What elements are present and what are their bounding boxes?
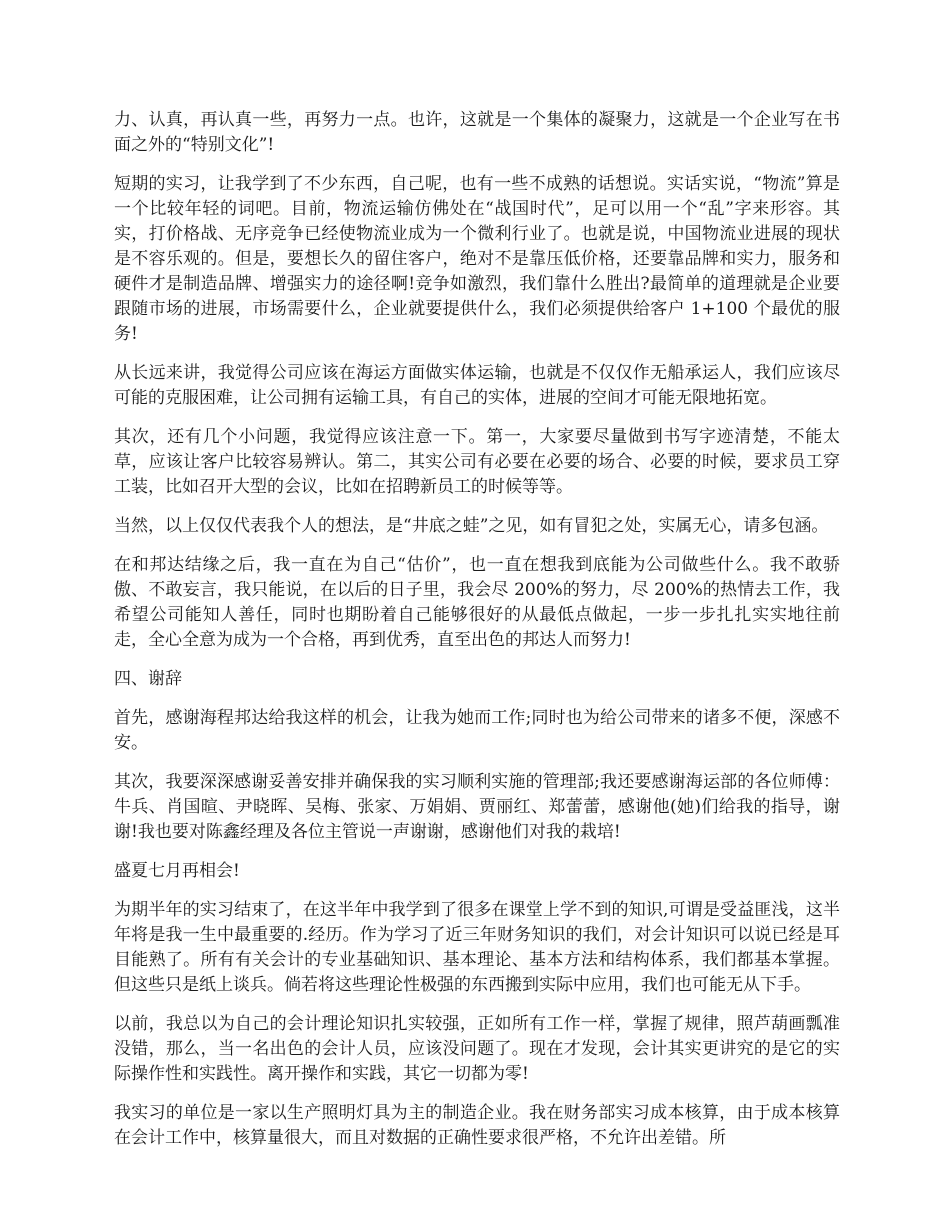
paragraph-3: 从长远来讲，我觉得公司应该在海运方面做实体运输，也就是不仅仅作无船承运人，我们应该尽可能的克服困难，让公司拥有运输工具，有自己的实体，进展的空间才可能无限地拓宽。 — [114, 363, 840, 408]
paragraph-9: 为期半年的实习结束了，在这半年中我学到了很多在课堂上学不到的知识,可谓是受益匪浅，这半年将是我一生中最重要的.经历。作为学习了近三年财务知识的我们，对会计知识可以说已经是耳目能熟了。所有有关会计的专业基础知识、基本理论、基本方法和结构体系，我们都基本掌握。但这些只是纸上谈兵。倘若将这些理论性极强的东西搬到实际中应用，我们也可能无从下手。 — [114, 900, 840, 995]
closing-line: 盛夏七月再相会! — [114, 861, 240, 881]
section-heading-acknowledgements: 四、谢辞 — [114, 669, 182, 689]
paragraph-4: 其次，还有几个小问题，我觉得应该注意一下。第一，大家要尽量做到书写字迹清楚，不能太草，应该让客户比较容易辨认。第二，其实公司有必要在必要的场合、必要的时候，要求员工穿工装，比如召开大型的会议，比如在招聘新员工的时候等等。 — [114, 427, 840, 497]
document-body — [114, 108, 840, 1165]
paragraph-11: 我实习的单位是一家以生产照明灯具为主的制造企业。我在财务部实习成本核算，由于成本核算在会计工作中，核算量很大，而且对数据的正确性要求很严格，不允许出差错。所 — [114, 1103, 840, 1148]
paragraph-8: 其次，我要深深感谢妥善安排并确保我的实习顺利实施的管理部;我还要感谢海运部的各位师傅：牛兵、肖国暄、尹晓晖、吴梅、张家、万娟娟、贾丽红、郑蕾蕾，感谢他(她)们给我的指导，谢谢!我也要对陈鑫经理及各位主管说一声谢谢，感谢他们对我的栽培! — [114, 772, 840, 842]
paragraph-5: 当然，以上仅仅代表我个人的想法，是“井底之蛙”之见，如有冒犯之处，实属无心，请多包涵。 — [114, 516, 829, 536]
paragraph-1: 力、认真，再认真一些，再努力一点。也许，这就是一个集体的凝聚力，这就是一个企业写在书面之外的“特别文化”! — [114, 110, 840, 155]
paragraph-7: 首先，感谢海程邦达给我这样的机会，让我为她而工作;同时也为给公司带来的诸多不便，深感不安。 — [114, 708, 840, 753]
paragraph-6: 在和邦达结缘之后，我一直在为自己“估价”，也一直在想我到底能为公司做些什么。我不敢骄傲、不敢妄言，我只能说，在以后的日子里，我会尽 200%的努力，尽 200%的热情去工作，我希望公司能知人善任，同时也期盼着自己能够很好的从最低点做起，一步一步扎扎实实地往前走，全心全意为成为一个合格，再到优秀，直至出色的邦达人而努力! — [114, 555, 840, 650]
paragraph-2: 短期的实习，让我学到了不少东西，自己呢，也有一些不成熟的话想说。实话实说，“物流”算是一个比较年轻的词吧。目前，物流运输仿佛处在“战国时代”，足可以用一个“乱”字来形容。其实，打价格战、无序竞争已经使物流业成为一个微利行业了。也就是说，中国物流业进展的现状是不容乐观的。但是，要想长久的留住客户，绝对不是靠压低价格，还要靠品牌和实力，服务和硬件才是制造品牌、增强实力的途径啊!竞争如激烈，我们靠什么胜出?最简单的道理就是企业要跟随市场的进展，市场需要什么，企业就要提供什么，我们必须提供给客户 1+100 个最优的服务! — [114, 174, 840, 344]
paragraph-10: 以前，我总以为自己的会计理论知识扎实较强，正如所有工作一样，掌握了规律，照芦葫画瓢准没错，那么，当一名出色的会计人员，应该没问题了。现在才发现，会计其实更讲究的是它的实际操作性和实践性。离开操作和实践，其它一切都为零! — [114, 1014, 840, 1084]
